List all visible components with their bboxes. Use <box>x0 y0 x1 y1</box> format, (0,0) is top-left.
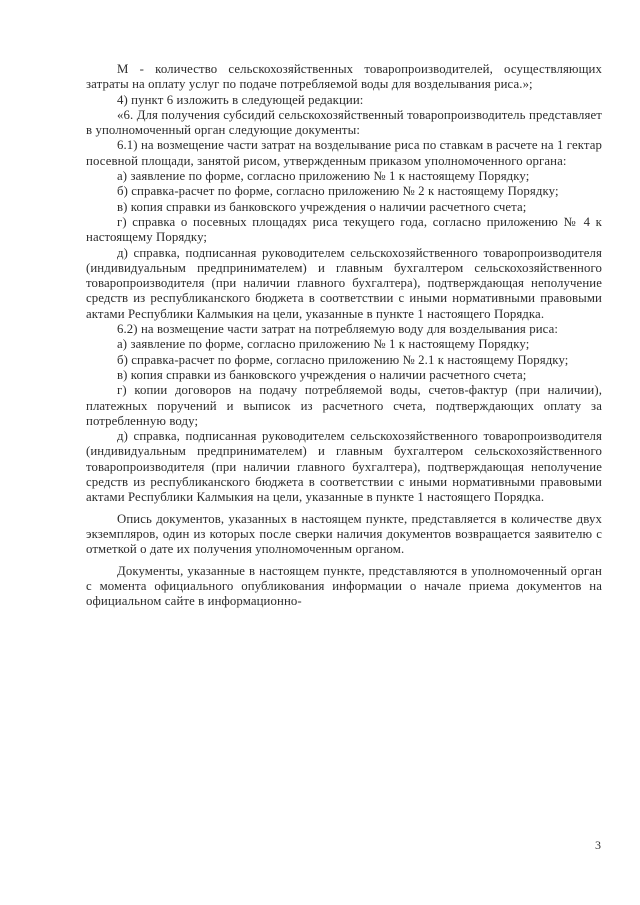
paragraph-6-2-g: г) копии договоров на подачу потребляемой воды, счетов-фактур (при наличии), платежных поручений и выписок из расчетного счета, подтверждающих оплату за потребленную воду; <box>86 383 602 428</box>
paragraph-6-1-g: г) справка о посевных площадях риса текущего года, согласно приложению № 4 к настоящему Порядку; <box>86 214 602 245</box>
paragraph-6-1-d: д) справка, подписанная руководителем сельскохозяйственного товаропроизводителя (индивидуальным предпринимателем) и главным бухгалтером сельскохозяйственного товаропроизводителя (при наличии главного бухгалтера), подтверждающая неполучение средств из республиканского бюджета в соответствии с иными нормативными правовыми актами Республики Калмыкия на цели, указанные в пункте 1 настоящего Порядка. <box>86 245 602 321</box>
page-number: 3 <box>595 838 601 852</box>
paragraph-6-2-b: б) справка-расчет по форме, согласно приложению № 2.1 к настоящему Порядку; <box>117 352 569 367</box>
document-body <box>86 62 602 609</box>
paragraph-6-2: 6.2) на возмещение части затрат на потребляемую воду для возделывания риса: <box>117 322 559 337</box>
paragraph-m-definition: M - количество сельскохозяйственных товаропроизводителей, осуществляющих затраты на оплату услуг по подаче потребляемой воды для возделывания риса.»; <box>86 62 602 92</box>
paragraph-item-4: 4) пункт 6 изложить в следующей редакции: <box>117 92 364 107</box>
paragraph-6-2-v: в) копия справки из банковского учреждения о наличии расчетного счета; <box>117 367 527 382</box>
paragraph-6-2-d: д) справка, подписанная руководителем сельскохозяйственного товаропроизводителя (индивидуальным предпринимателем) и главным бухгалтером сельскохозяйственного товаропроизводителя (при наличии главного бухгалтера), подтверждающая неполучение средств из республиканского бюджета в соответствии с иными нормативными правовыми актами Республики Калмыкия на цели, указанные в пункте 1 настоящего Порядка. <box>86 429 602 505</box>
paragraph-inventory: Опись документов, указанных в настоящем пункте, представляется в количестве двух экземпляров, один из которых после сверки наличия документов возвращается заявителю с отметкой о дате их получения уполномоченным органом. <box>86 511 602 557</box>
paragraph-documents-submission: Документы, указанные в настоящем пункте, представляются в уполномоченный орган с момента официального опубликования информации о начале приема документов на официальном сайте в информационно- <box>86 563 602 609</box>
paragraph-6-1-v: в) копия справки из банковского учреждения о наличии расчетного счета; <box>117 199 527 214</box>
paragraph-6-2-a: а) заявление по форме, согласно приложению № 1 к настоящему Порядку; <box>117 337 530 352</box>
paragraph-6-1-a: а) заявление по форме, согласно приложению № 1 к настоящему Порядку; <box>117 169 530 184</box>
paragraph-point-6: «6. Для получения субсидий сельскохозяйственный товаропроизводитель представляет в уполномоченный орган следующие документы: <box>86 107 602 138</box>
paragraph-6-1: 6.1) на возмещение части затрат на возделывание риса по ставкам в расчете на 1 гектар посевной площади, занятой рисом, утвержденным приказом уполномоченного органа: <box>86 138 602 168</box>
paragraph-6-1-b: б) справка-расчет по форме, согласно приложению № 2 к настоящему Порядку; <box>117 184 559 199</box>
